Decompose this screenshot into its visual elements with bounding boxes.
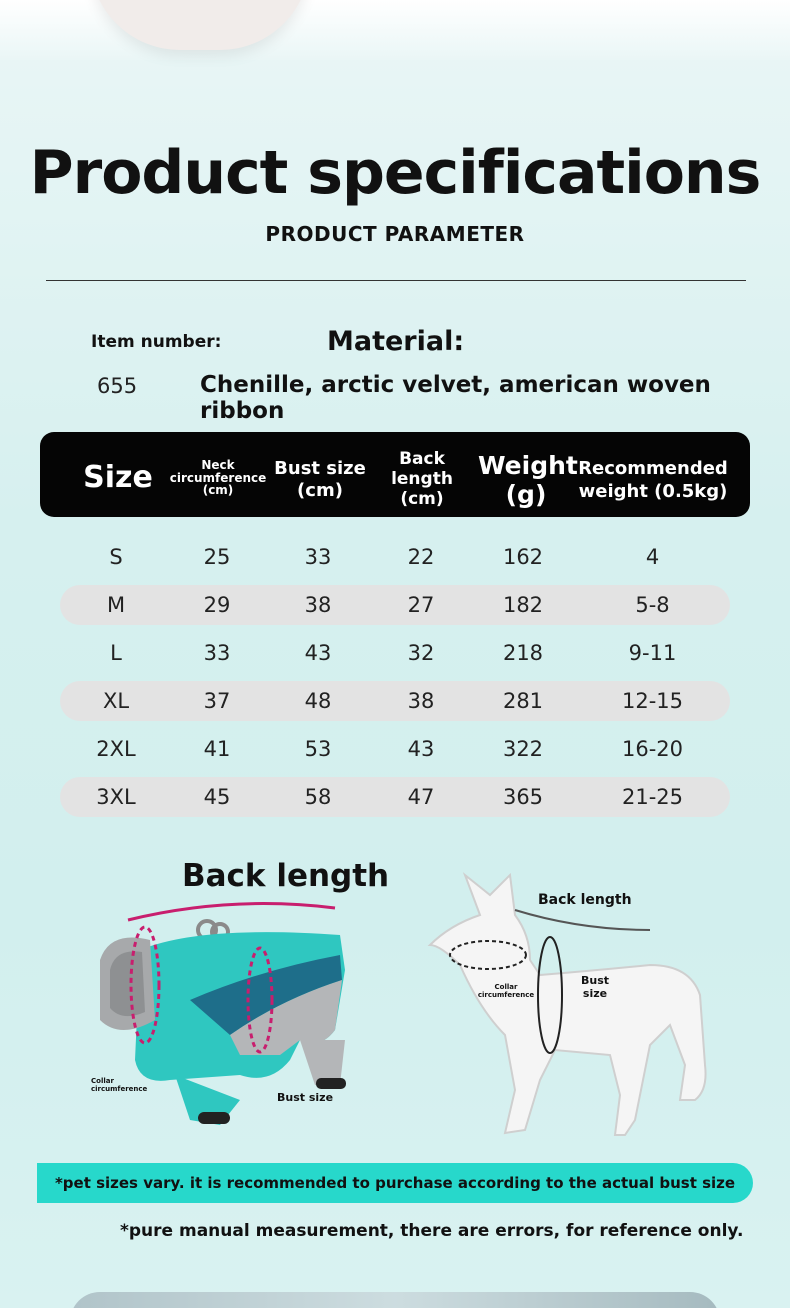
table-cell: 16-20 <box>621 737 684 761</box>
table-row <box>60 537 730 577</box>
bust-label-left: Bust size <box>277 1091 334 1104</box>
page-subtitle: PRODUCT PARAMETER <box>265 222 525 246</box>
bottom-decoration <box>70 1292 720 1308</box>
table-row <box>60 777 730 817</box>
table-cell: 218 <box>502 641 544 665</box>
header-recommended-weight: Recommended weight (0.5kg) <box>578 458 728 502</box>
back-length-label-right: Back length <box>538 892 632 908</box>
table-cell: 41 <box>203 737 231 761</box>
size-table-header <box>40 432 750 517</box>
table-cell: 322 <box>502 737 544 761</box>
table-cell: 33 <box>203 641 231 665</box>
table-cell: S <box>109 545 123 569</box>
table-cell: 281 <box>502 689 544 713</box>
dog-silhouette <box>430 875 706 1135</box>
table-cell: L <box>110 641 122 665</box>
table-cell: 43 <box>407 737 435 761</box>
back-length-line <box>515 910 650 930</box>
header-bust: Bust size (cm) <box>274 458 366 501</box>
item-number-value: 655 <box>97 374 138 398</box>
table-cell: 182 <box>502 593 544 617</box>
divider <box>46 280 746 281</box>
dog-coat-illustration <box>80 890 410 1140</box>
table-cell: 58 <box>304 785 332 809</box>
table-cell: 12-15 <box>621 689 684 713</box>
table-cell: 37 <box>203 689 231 713</box>
table-cell: 4 <box>645 545 660 569</box>
header-weight: Weight (g) <box>478 451 578 509</box>
table-cell: 21-25 <box>621 785 684 809</box>
table-cell: 2XL <box>96 737 136 761</box>
header-neck: Neck circumference (cm) <box>169 458 267 498</box>
disclaimer-note: *pure manual measurement, there are errors, for reference only. <box>120 1221 744 1241</box>
header-size: Size <box>83 460 153 495</box>
measure-arc-back <box>128 904 335 920</box>
table-cell: 25 <box>203 545 231 569</box>
banner-text: *pet sizes vary. it is recommended to purchase according to the actual bust size <box>54 1174 736 1192</box>
table-cell: 47 <box>407 785 435 809</box>
size-advice-banner <box>37 1163 753 1203</box>
product-photo-edge <box>90 0 310 50</box>
material-value: Chenille, arctic velvet, american woven ribbon <box>200 372 711 424</box>
table-row <box>60 681 730 721</box>
table-row <box>60 585 730 625</box>
table-cell: 32 <box>407 641 435 665</box>
table-cell: 29 <box>203 593 231 617</box>
table-cell: 3XL <box>96 785 136 809</box>
table-cell: 9-11 <box>628 641 677 665</box>
table-cell: M <box>106 593 126 617</box>
table-cell: 5-8 <box>635 593 670 617</box>
page-title: Product specifications <box>29 138 761 208</box>
table-cell: 48 <box>304 689 332 713</box>
table-cell: 22 <box>407 545 435 569</box>
table-cell: 33 <box>304 545 332 569</box>
table-cell: 365 <box>502 785 544 809</box>
table-cell: 27 <box>407 593 435 617</box>
material-label: Material: <box>327 326 465 357</box>
table-cell: 43 <box>304 641 332 665</box>
table-cell: XL <box>102 689 130 713</box>
bust-label-right: Bust size <box>580 974 610 1000</box>
back-length-title: Back length <box>182 858 390 894</box>
table-cell: 38 <box>407 689 435 713</box>
header-back-length: Back length (cm) <box>391 449 453 510</box>
item-number-label: Item number: <box>91 332 222 352</box>
table-row <box>60 729 730 769</box>
table-cell: 38 <box>304 593 332 617</box>
table-cell: 53 <box>304 737 332 761</box>
collar-label-right: Collar circumference <box>477 983 535 1000</box>
table-cell: 162 <box>502 545 544 569</box>
top-decoration <box>0 0 790 60</box>
table-cell: 45 <box>203 785 231 809</box>
collar-label-left: Collar circumference <box>91 1077 148 1094</box>
table-row <box>60 633 730 673</box>
